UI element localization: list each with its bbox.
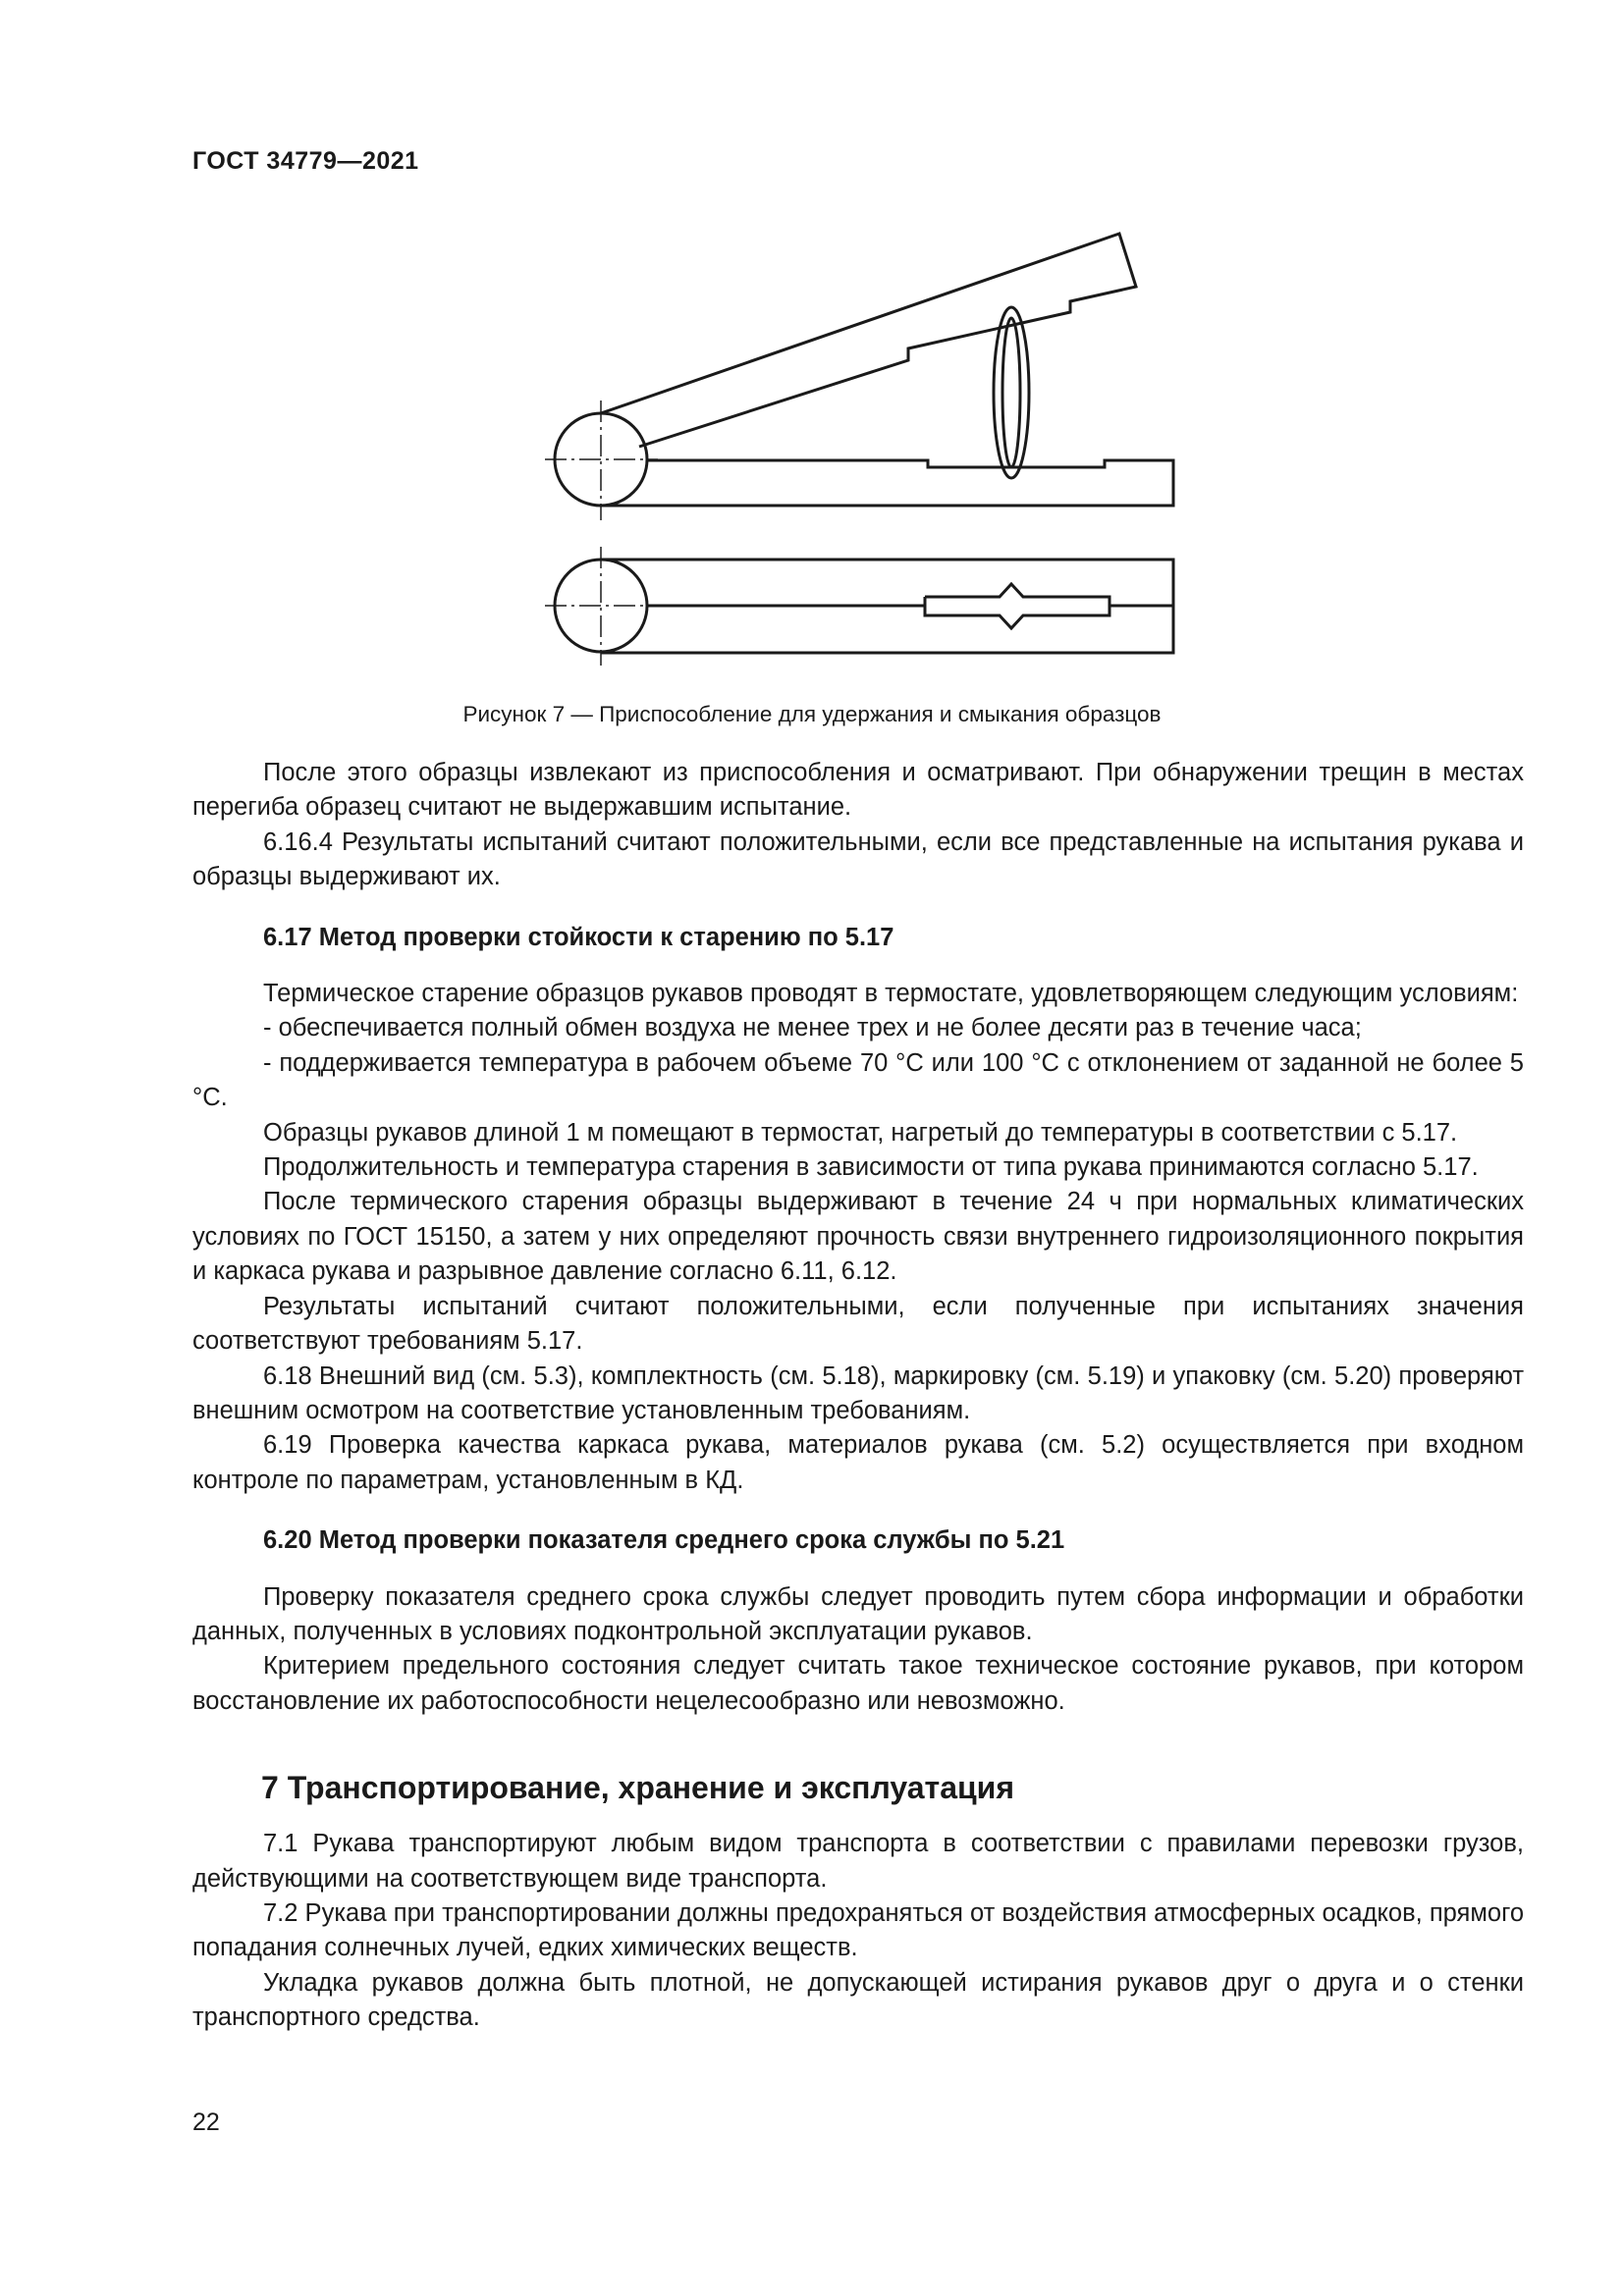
section-heading-7: 7 Транспортирование, хранение и эксплуатация [261,1770,1015,1806]
paragraph: Критерием предельного состояния следует считать такое техническое состояние рукавов, при котором восстановление их работоспособности нецелесообразно или невозможно. [192,1652,1524,1715]
paragraph: 7.1 Рукава транспортируют любым видом транспорта в соответствии с правилами перевозки грузов, действующими на соответствующем виде транспорта. [192,1830,1524,1893]
sample-loop-outer [994,307,1029,478]
paragraph: 7.2 Рукава при транспортировании должны предохраняться от воздействия атмосферных осадков, прямого попадания солнечных лучей, едких химических веществ. [192,1898,1524,1962]
paragraph: Проверку показателя среднего срока службы следует проводить путем сбора информации и обработки данных, полученных в условиях подконтрольной эксплуатации рукавов. [192,1582,1524,1645]
paragraph: После этого образцы извлекают из приспособления и осматривают. При обнаружении трещин в местах перегиба образец считают не выдержавшим испытание. [192,759,1524,822]
paragraph: 6.18 Внешний вид (см. 5.3), комплектность (см. 5.18), маркировку (см. 5.19) и упаковку (см. 5.20) проверяют внешним осмотром на соответствие установленным требованиям. [192,1362,1524,1424]
paragraph: 6.19 Проверка качества каркаса рукава, материалов рукава (см. 5.2) осуществляется при входном контроле по параметрам, установленным в КД. [192,1431,1524,1494]
paragraph: Укладка рукавов должна быть плотной, не допускающей истирания рукавов друг о друга и о стенки транспортного средства. [192,1968,1524,2032]
sample-loop-inner [1002,318,1020,467]
document-id: ГОСТ 34779—2021 [192,147,419,175]
paragraph: Термическое старение образцов рукавов проводят в термостате, удовлетворяющем следующим условиям: [263,980,1519,1008]
document-body [192,756,1524,2036]
slot-with-diamond [925,584,1110,628]
upper-tilted-arm [601,234,1136,447]
list-item: - поддерживается температура в рабочем объеме 70 °С или 100 °С с отклонением от заданной не более 5 °С. [192,1048,1524,1112]
figure-7-drawing [530,224,1178,666]
figure-caption: Рисунок 7 — Приспособление для удержания и смыкания образцов [462,702,1162,726]
page-number: 22 [192,2109,220,2136]
paragraph: Продолжительность и температура старения в зависимости от типа рукава принимаются согласно 5.17. [263,1153,1479,1182]
upper-lower-arm [601,460,1173,506]
list-item: - обеспечивается полный обмен воздуха не менее трех и не более десяти раз в течение часа; [263,1014,1362,1042]
paragraph: После термического старения образцы выдерживают в течение 24 ч при нормальных климатических условиях по ГОСТ 15150, а затем у них определяют прочность связи внутреннего гидроизоляционного покрытия и каркаса рукава и разрывное давление согласно 6.11, 6.12. [192,1188,1524,1286]
paragraph: Образцы рукавов длиной 1 м помещают в термостат, нагретый до температуры в соответствии с 5.17. [263,1118,1458,1147]
section-heading-6-17: 6.17 Метод проверки стойкости к старению по 5.17 [263,923,894,951]
section-heading-6-20: 6.20 Метод проверки показателя среднего срока службы по 5.21 [263,1526,1065,1555]
paragraph: Результаты испытаний считают положительными, если полученные при испытаниях значения соответствуют требованиям 5.17. [192,1292,1524,1356]
paragraph: 6.16.4 Результаты испытаний считают положительными, если все представленные на испытания рукава и образцы выдерживают их. [192,828,1524,891]
